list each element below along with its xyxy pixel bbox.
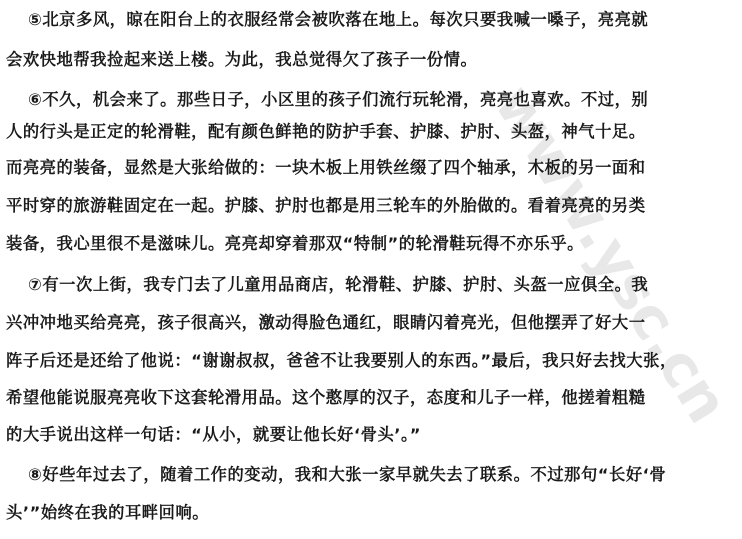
paragraph-6-line-2: 人的行头是正定的轮滑鞋，配有颜色鲜艳的防护手套、护膝、护肘、头盔，神气十足。 (6, 122, 646, 141)
paragraph-7-line-5: 的大手说出这样一句话：“从小，就要让他长好‘骨头’。” (6, 425, 421, 444)
paragraph-6-line-5: 装备，我心里很不是滋味儿。亮亮却穿着那双“特制”的轮滑鞋玩得不亦乐乎。 (6, 234, 584, 253)
paragraph-7-line-1: ⑦有一次上街，我专门去了儿童用品商店，轮滑鞋、护膝、护肘、头盔一应俱全。我 (28, 275, 649, 294)
paragraph-6-line-4: 平时穿的旅游鞋固定在一起。护膝、护肘也都是用三轮车的外胎做的。看着亮亮的另类 (6, 196, 646, 215)
paragraph-6-line-1: ⑥不久，机会来了。那些日子，小区里的孩子们流行玩轮滑，亮亮也喜欢。不过，别 (28, 90, 649, 109)
paragraph-7-line-4: 希望他能说服亮亮收下这套轮滑用品。这个憨厚的汉子，态度和儿子一样，他搓着粗糙 (6, 388, 646, 407)
paragraph-8-line-2: 头’”始终在我的耳畔回响。 (6, 503, 210, 522)
paragraph-6-line-3: 而亮亮的装备，显然是大张给做的：一块木板上用铁丝缀了四个轴承，木板的另一面和 (6, 158, 646, 177)
paragraph-5-line-2: 会欢快地帮我捡起来送上楼。为此，我总觉得欠了孩子一份情。 (6, 50, 478, 69)
watermark: www.ysc.cn (481, 73, 742, 435)
paragraph-7-line-3: 阵子后还是还给了他说：“谢谢叔叔，爸爸不让我要别人的东西。”最后，我只好去找大张， (6, 351, 677, 370)
paragraph-7-line-2: 兴冲冲地买给亮亮，孩子很高兴，激动得脸色通红，眼睛闪着亮光，但他摆弄了好大一 (6, 313, 646, 332)
paragraph-8-line-1: ⑧好些年过去了，随着工作的变动，我和大张一家早就失去了联系。不过那句“长好‘骨 (28, 465, 667, 484)
paragraph-5-line-1: ⑤北京多风，晾在阳台上的衣服经常会被吹落在地上。每次只要我喊一嗓子，亮亮就 (28, 10, 649, 29)
